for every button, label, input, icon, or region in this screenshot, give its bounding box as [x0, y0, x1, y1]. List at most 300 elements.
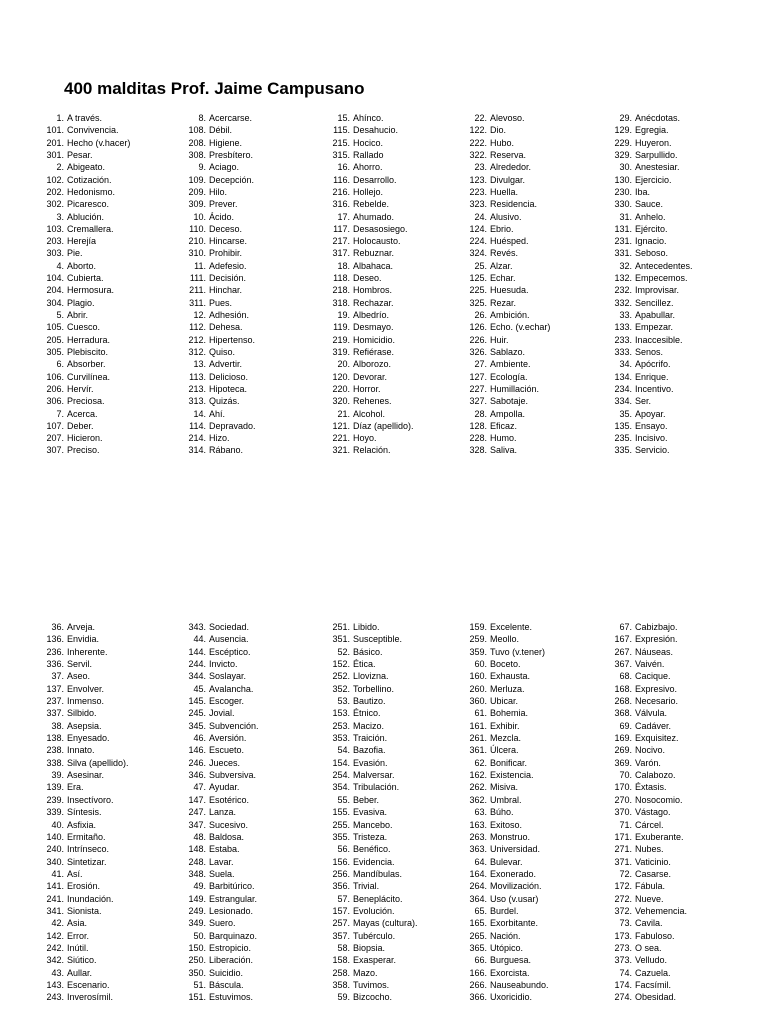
- list-item: [457, 223, 550, 235]
- list-item: [34, 297, 130, 309]
- list-item: [34, 186, 130, 198]
- list-item: [176, 720, 259, 732]
- list-item: [602, 346, 693, 358]
- list-item: [602, 781, 687, 793]
- item-word: Avalancha.: [209, 683, 254, 694]
- item-word: Saliva.: [490, 445, 518, 456]
- item-word: Huir.: [490, 334, 509, 345]
- item-number: 121.: [332, 420, 350, 431]
- list-item: [34, 371, 130, 383]
- item-word: Inherente.: [67, 646, 108, 657]
- item-number: 266.: [469, 979, 487, 990]
- item-number: 264.: [469, 881, 487, 892]
- item-word: Existencia.: [490, 770, 534, 781]
- item-number: 220.: [332, 383, 350, 394]
- list-item: [457, 905, 549, 917]
- item-word: Error.: [67, 930, 90, 941]
- item-number: 31.: [619, 211, 632, 222]
- item-word: Necesario.: [635, 696, 679, 707]
- item-word: Cacique.: [635, 671, 671, 682]
- item-word: Pues.: [209, 297, 233, 308]
- item-number: 360.: [469, 696, 487, 707]
- list-item: [34, 223, 130, 235]
- item-number: 63.: [474, 807, 487, 818]
- item-number: 373.: [614, 955, 632, 966]
- list-item: [320, 707, 418, 719]
- item-word: Envolver.: [67, 683, 105, 694]
- item-word: Monstruo.: [490, 831, 531, 842]
- item-word: Cubierta.: [67, 273, 104, 284]
- list-item: [457, 432, 550, 444]
- list-item: [602, 284, 693, 296]
- list-item: [320, 383, 414, 395]
- item-word: Asepsia.: [67, 720, 102, 731]
- item-word: Inverosímil.: [67, 992, 114, 1003]
- item-word: Aversión.: [209, 733, 247, 744]
- list-item: [602, 893, 687, 905]
- item-word: Ahumado.: [353, 211, 395, 222]
- item-number: 156.: [332, 856, 350, 867]
- item-word: Deceso.: [209, 223, 243, 234]
- list-item: [34, 235, 130, 247]
- item-number: 301.: [46, 149, 64, 160]
- list-item: [176, 856, 259, 868]
- list-item: [320, 991, 418, 1003]
- item-word: Era.: [67, 782, 84, 793]
- item-number: 53.: [337, 696, 350, 707]
- item-number: 54.: [337, 745, 350, 756]
- item-number: 344.: [188, 671, 206, 682]
- item-number: 12.: [193, 310, 206, 320]
- list-item: [176, 819, 259, 831]
- item-word: Biopsia.: [353, 942, 386, 953]
- item-number: 230.: [614, 186, 632, 197]
- item-number: 134.: [614, 371, 632, 382]
- item-word: Traición.: [353, 733, 388, 744]
- item-number: 323.: [469, 199, 487, 210]
- item-word: Cazuela.: [635, 967, 671, 978]
- item-number: 363.: [469, 844, 487, 855]
- item-number: 325.: [469, 297, 487, 308]
- item-number: 28.: [474, 408, 487, 419]
- list-item: [34, 633, 129, 645]
- item-word: Dio.: [490, 125, 507, 136]
- item-number: 237.: [46, 696, 64, 707]
- item-number: 40.: [51, 819, 64, 830]
- item-number: 150.: [188, 942, 206, 953]
- item-word: Cárcel.: [635, 819, 664, 830]
- list-item: [34, 621, 129, 633]
- item-number: 245.: [188, 708, 206, 719]
- item-number: 65.: [474, 905, 487, 916]
- item-word: Libido.: [353, 622, 380, 632]
- list-item: [602, 917, 687, 929]
- item-number: 367.: [614, 659, 632, 670]
- list-item: [320, 683, 418, 695]
- item-word: Escoger.: [209, 696, 245, 707]
- list-item: [176, 260, 256, 272]
- item-number: 35.: [619, 408, 632, 419]
- list-item: [320, 806, 418, 818]
- item-number: 108.: [188, 125, 206, 136]
- list-item: [602, 695, 687, 707]
- word-column: [602, 621, 687, 1004]
- item-number: 147.: [188, 794, 206, 805]
- list-item: [176, 334, 256, 346]
- item-word: Iba.: [635, 186, 651, 197]
- item-word: Vehemencia.: [635, 905, 688, 916]
- list-item: [320, 124, 414, 136]
- item-number: 60.: [474, 659, 487, 670]
- item-number: 48.: [193, 831, 206, 842]
- list-item: [34, 646, 129, 658]
- item-number: 314.: [188, 445, 206, 456]
- item-number: 49.: [193, 881, 206, 892]
- list-item: [176, 954, 259, 966]
- list-item: [34, 260, 130, 272]
- item-number: 355.: [332, 831, 350, 842]
- item-word: Adefesio.: [209, 260, 247, 271]
- item-number: 47.: [193, 782, 206, 793]
- item-number: 329.: [614, 149, 632, 160]
- item-number: 52.: [337, 646, 350, 657]
- item-number: 167.: [614, 634, 632, 645]
- list-item: [602, 806, 687, 818]
- item-word: Humo.: [490, 433, 517, 444]
- list-item: [602, 683, 687, 695]
- list-item: [320, 284, 414, 296]
- word-column: [457, 112, 550, 457]
- list-item: [602, 260, 693, 272]
- item-word: Huesuda.: [490, 285, 529, 296]
- item-number: 102.: [46, 174, 64, 185]
- item-word: Alborozo.: [353, 359, 392, 370]
- list-item: [34, 408, 130, 420]
- item-word: Acerca.: [67, 408, 98, 419]
- item-number: 64.: [474, 856, 487, 867]
- list-item: [457, 683, 549, 695]
- item-number: 58.: [337, 942, 350, 953]
- item-number: 218.: [332, 285, 350, 296]
- list-item: [176, 383, 256, 395]
- item-number: 213.: [188, 383, 206, 394]
- list-item: [457, 819, 549, 831]
- list-item: [320, 247, 414, 259]
- list-item: [320, 819, 418, 831]
- item-word: Válvula.: [635, 708, 668, 719]
- item-word: Alrededor.: [490, 162, 532, 173]
- item-word: Hedonismo.: [67, 186, 116, 197]
- item-word: Éxtasis.: [635, 782, 667, 793]
- item-word: Calabozo.: [635, 770, 676, 781]
- item-word: Senos.: [635, 346, 664, 357]
- item-word: Deber.: [67, 420, 94, 431]
- item-word: Albedrío.: [353, 310, 390, 320]
- item-number: 2.: [56, 162, 64, 173]
- item-word: Aciago.: [209, 162, 240, 173]
- item-number: 141.: [46, 881, 64, 892]
- item-word: Ebrio.: [490, 223, 514, 234]
- item-number: 170.: [614, 782, 632, 793]
- item-number: 136.: [46, 634, 64, 645]
- list-item: [34, 309, 130, 321]
- item-number: 70.: [619, 770, 632, 781]
- item-number: 131.: [614, 223, 632, 234]
- list-item: [34, 843, 129, 855]
- item-word: Burguesa.: [490, 955, 532, 966]
- list-item: [320, 658, 418, 670]
- item-number: 4.: [56, 260, 64, 271]
- item-number: 114.: [189, 420, 206, 431]
- item-number: 357.: [332, 930, 350, 941]
- item-number: 338.: [46, 757, 64, 768]
- item-number: 104.: [46, 273, 64, 284]
- item-word: Exorcista.: [490, 967, 530, 978]
- list-item: [457, 420, 550, 432]
- item-number: 155.: [332, 807, 350, 818]
- item-number: 259.: [469, 634, 487, 645]
- list-item: [457, 646, 549, 658]
- item-word: Residencia.: [490, 199, 538, 210]
- list-item: [457, 942, 549, 954]
- item-number: 168.: [614, 683, 632, 694]
- item-number: 43.: [51, 967, 64, 978]
- item-word: Hicieron.: [67, 433, 103, 444]
- list-item: [320, 621, 418, 633]
- list-item: [34, 880, 129, 892]
- item-number: 309.: [188, 199, 206, 210]
- item-word: Hilo.: [209, 186, 228, 197]
- item-word: Excelente.: [490, 622, 533, 632]
- item-number: 354.: [332, 782, 350, 793]
- item-number: 13.: [193, 359, 206, 370]
- item-number: 260.: [469, 683, 487, 694]
- item-word: Mazo.: [353, 967, 378, 978]
- list-item: [176, 646, 259, 658]
- list-item: [602, 979, 687, 991]
- item-number: 39.: [51, 770, 64, 781]
- item-word: Rábano.: [209, 445, 244, 456]
- item-number: 219.: [332, 334, 350, 345]
- item-word: Pie.: [67, 248, 83, 259]
- item-word: Varón.: [635, 757, 661, 768]
- list-item: [602, 124, 693, 136]
- item-word: Boceto.: [490, 659, 521, 670]
- list-item: [176, 806, 259, 818]
- list-item: [176, 395, 256, 407]
- item-word: Huyeron.: [635, 137, 672, 148]
- list-item: [34, 744, 129, 756]
- list-item: [34, 695, 129, 707]
- list-item: [176, 284, 256, 296]
- item-word: Nosocomio.: [635, 794, 683, 805]
- list-item: [176, 149, 256, 161]
- list-item: [34, 321, 130, 333]
- item-word: Uso (v.usar): [490, 893, 539, 904]
- item-word: Así.: [67, 868, 83, 879]
- item-number: 224.: [469, 236, 487, 247]
- list-item: [457, 720, 549, 732]
- item-word: Hecho (v.hacer): [67, 137, 131, 148]
- item-number: 159.: [469, 622, 487, 632]
- item-number: 3.: [56, 211, 64, 222]
- list-item: [602, 720, 687, 732]
- item-word: Herejía: [67, 236, 97, 247]
- list-item: [34, 893, 129, 905]
- item-number: 138.: [46, 733, 64, 744]
- item-number: 231.: [614, 236, 632, 247]
- item-number: 61.: [474, 708, 487, 719]
- item-number: 44.: [193, 634, 206, 645]
- list-item: [34, 769, 129, 781]
- item-word: A través.: [67, 113, 103, 123]
- item-word: Mayas (cultura).: [353, 918, 418, 929]
- item-word: Hincarse.: [209, 236, 248, 247]
- item-number: 5.: [56, 310, 64, 320]
- item-number: 38.: [51, 720, 64, 731]
- list-item: [457, 149, 550, 161]
- item-word: Velludo.: [635, 955, 668, 966]
- list-item: [457, 880, 549, 892]
- item-word: Deseo.: [353, 273, 382, 284]
- item-number: 320.: [332, 396, 350, 407]
- list-item: [34, 831, 129, 843]
- list-item: [320, 371, 414, 383]
- item-word: Evasiva.: [353, 807, 388, 818]
- item-number: 26.: [474, 310, 487, 320]
- list-item: [457, 781, 549, 793]
- item-number: 252.: [332, 671, 350, 682]
- list-item: [176, 432, 256, 444]
- list-item: [457, 346, 550, 358]
- item-word: Vaivén.: [635, 659, 665, 670]
- list-item: [320, 670, 418, 682]
- list-item: [602, 149, 693, 161]
- item-word: Hipoteca.: [209, 383, 248, 394]
- item-word: Quizás.: [209, 396, 240, 407]
- item-word: Suero.: [209, 918, 236, 929]
- item-number: 324.: [469, 248, 487, 259]
- item-number: 158.: [332, 955, 350, 966]
- item-number: 247.: [188, 807, 206, 818]
- list-item: [320, 757, 418, 769]
- item-number: 331.: [614, 248, 632, 259]
- list-item: [457, 991, 549, 1003]
- item-word: Asfixia.: [67, 819, 97, 830]
- item-word: Improvisar.: [635, 285, 680, 296]
- list-item: [602, 757, 687, 769]
- item-number: 73.: [619, 918, 632, 929]
- item-word: Prever.: [209, 199, 238, 210]
- list-item: [602, 670, 687, 682]
- page-title: 400 malditas Prof. Jaime Campusano: [64, 79, 365, 98]
- item-number: 268.: [614, 696, 632, 707]
- item-number: 312.: [188, 346, 206, 357]
- list-item: [602, 408, 693, 420]
- item-number: 258.: [332, 967, 350, 978]
- item-number: 365.: [469, 942, 487, 953]
- item-word: Ambiente.: [490, 359, 531, 370]
- list-item: [457, 658, 549, 670]
- item-number: 267.: [614, 646, 632, 657]
- item-word: Sabotaje.: [490, 396, 529, 407]
- list-item: [176, 321, 256, 333]
- item-number: 24.: [474, 211, 487, 222]
- item-number: 67.: [619, 622, 632, 632]
- item-word: Facsímil.: [635, 979, 671, 990]
- word-column: [602, 112, 693, 457]
- item-number: 351.: [332, 634, 350, 645]
- list-item: [602, 732, 687, 744]
- list-item: [602, 161, 693, 173]
- list-item: [457, 954, 549, 966]
- item-word: Echar.: [490, 273, 516, 284]
- item-number: 305.: [46, 346, 64, 357]
- item-number: 262.: [469, 782, 487, 793]
- item-word: Malversar.: [353, 770, 395, 781]
- item-number: 332.: [614, 297, 632, 308]
- item-word: Ahí.: [209, 408, 226, 419]
- item-word: Lanza.: [209, 807, 237, 818]
- item-number: 359.: [469, 646, 487, 657]
- item-number: 37.: [51, 671, 64, 682]
- item-number: 72.: [619, 868, 632, 879]
- list-item: [457, 247, 550, 259]
- item-number: 20.: [337, 359, 350, 370]
- item-number: 14.: [193, 408, 206, 419]
- list-item: [602, 930, 687, 942]
- item-word: Aborto.: [67, 260, 97, 271]
- item-word: Uxoricidio.: [490, 992, 533, 1003]
- item-number: 71.: [619, 819, 632, 830]
- item-number: 257.: [332, 918, 350, 929]
- list-item: [320, 856, 418, 868]
- item-word: Sintetizar.: [67, 856, 107, 867]
- item-number: 74.: [619, 967, 632, 978]
- item-word: Cadáver.: [635, 720, 672, 731]
- item-word: Quiso.: [209, 346, 236, 357]
- item-word: Silbido.: [67, 708, 97, 719]
- list-item: [457, 358, 550, 370]
- item-number: 254.: [332, 770, 350, 781]
- item-word: Albahaca.: [353, 260, 394, 271]
- item-word: Sauce.: [635, 199, 664, 210]
- list-item: [34, 211, 130, 223]
- list-item: [320, 420, 414, 432]
- list-item: [176, 769, 259, 781]
- item-number: 244.: [188, 659, 206, 670]
- item-word: Bazofia.: [353, 745, 386, 756]
- list-item: [176, 198, 256, 210]
- item-number: 271.: [614, 844, 632, 855]
- item-word: Apoyar.: [635, 408, 666, 419]
- list-item: [176, 732, 259, 744]
- list-item: [34, 334, 130, 346]
- list-item: [602, 334, 693, 346]
- item-number: 319.: [332, 346, 350, 357]
- item-word: Esotérico.: [209, 794, 250, 805]
- item-word: Hubo.: [490, 137, 515, 148]
- list-item: [176, 658, 259, 670]
- list-item: [176, 905, 259, 917]
- item-word: Rehenes.: [353, 396, 392, 407]
- item-word: Exitoso.: [490, 819, 523, 830]
- item-word: Universidad.: [490, 844, 541, 855]
- list-item: [602, 880, 687, 892]
- list-item: [34, 272, 130, 284]
- list-item: [320, 868, 418, 880]
- word-column: [320, 621, 418, 1004]
